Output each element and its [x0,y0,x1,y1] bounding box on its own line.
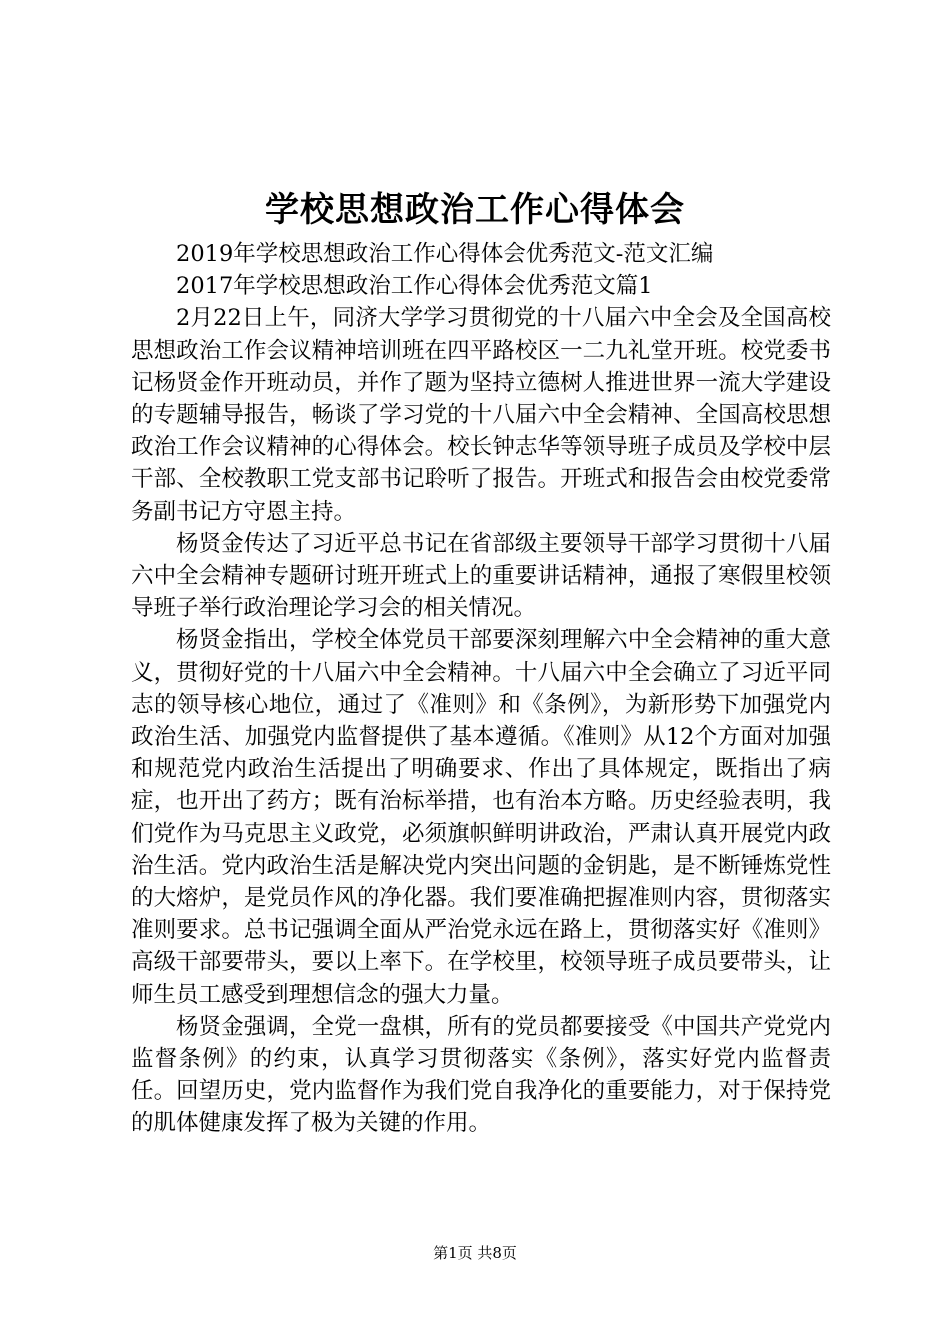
paragraph: 2月22日上午，同济大学学习贯彻党的十八届六中全会及全国高校思想政治工作会议精神培训班在四平路校区一二九礼堂开班。校党委书记杨贤金作开班动员，并作了题为坚持立德树人推进世界一流大学建设的专题辅导报告，畅谈了学习党的十八届六中全会精神、全国高校思想政治工作会议精神的心得体会。校长钟志华等领导班子成员及学校中层干部、全校教职工党支部书记聆听了报告。开班式和报告会由校党委常务副书记方守恩主持。 [131,305,831,525]
document-title: 学校思想政治工作心得体会 [265,190,685,230]
document-body [131,238,831,1140]
paragraph: 杨贤金传达了习近平总书记在省部级主要领导干部学习贯彻十八届六中全会精神专题研讨班开班式上的重要讲话精神，通报了寒假里校领导班子举行政治理论学习会的相关情况。 [131,530,831,622]
page-footer: 第1页 共8页 [433,1244,517,1262]
paragraph: 杨贤金指出，学校全体党员干部要深刻理解六中全会精神的重大意义，贯彻好党的十八届六中全会精神。十八届六中全会确立了习近平同志的领导核心地位，通过了《准则》和《条例》，为新形势下加强党内政治生活、加强党内监督提供了基本遵循。《准则》从12个方面对加强和规范党内政治生活提出了明确要求、作出了具体规定，既指出了病症，也开出了药方；既有治标举措，也有治本方略。历史经验表明，我们党作为马克思主义政党，必须旗帜鲜明讲政治，严肃认真开展党内政治生活。党内政治生活是解决党内突出问题的金钥匙，是不断锤炼党性的大熔炉，是党员作风的净化器。我们要准确把握准则内容，贯彻落实准则要求。总书记强调全面从严治党永远在路上，贯彻落实好《准则》高级干部要带头，要以上率下。在学校里，校领导班子成员要带头，让师生员工感受到理想信念的强大力量。 [131,627,831,1008]
paragraph: 杨贤金强调，全党一盘棋，所有的党员都要接受《中国共产党党内监督条例》的约束，认真学习贯彻落实《条例》，落实好党内监督责任。回望历史，党内监督作为我们党自我净化的重要能力，对于保持党的肌体健康发挥了极为关键的作用。 [131,1013,831,1137]
paragraph-subtitle-2: 2017年学校思想政治工作心得体会优秀范文篇1 [176,273,653,300]
paragraph-subtitle-1: 2019年学校思想政治工作心得体会优秀范文-范文汇编 [176,241,714,267]
